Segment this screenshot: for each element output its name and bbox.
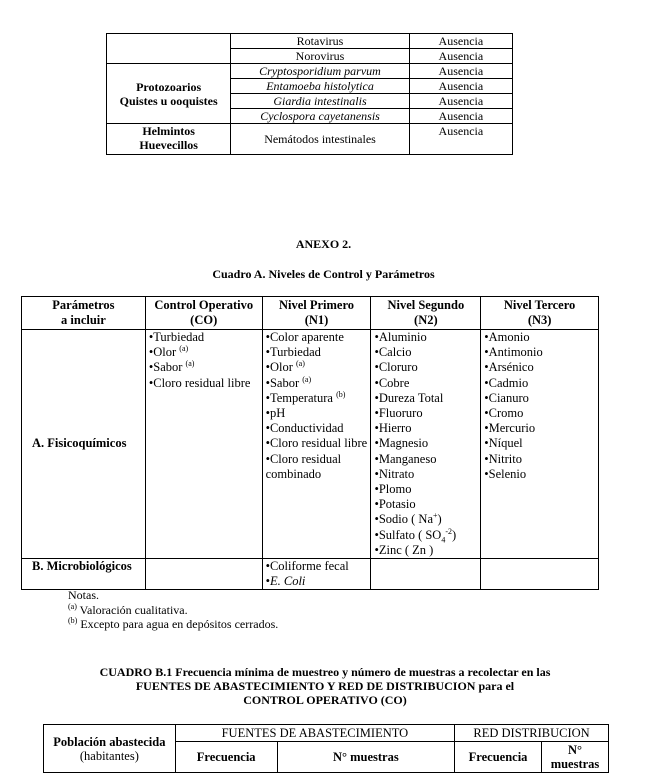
column-header: Nivel Primero (N1) [262,297,371,330]
table-cell [107,34,231,64]
table-row [22,330,599,559]
table-cell [481,559,599,590]
table-cell: Nemátodos intestinales [231,124,409,155]
n1-micro-cell: •Coliforme fecal •E. Coli [262,559,371,590]
table-cell: Giardia intestinalis [231,94,409,109]
group-label: Helmintos [142,124,195,138]
group-helmintos [107,124,231,155]
n1-cell: •Color aparente •Turbiedad •Olor $^{(a)}$ •Sabor $^{(a)}$ •Temperatura $^{(b)}$ •pH •Conductividad •Cloro residual libre •Cloro residual combinado [262,330,371,559]
table-header-row [44,725,609,742]
table-cell: Ausencia [409,124,512,155]
table-row [107,64,513,79]
table-cell: Ausencia [409,94,512,109]
group-sublabel: Huevecillos [139,138,198,152]
table-cell [371,559,481,590]
cuadro-b1-title: CUADRO B.1 Frecuencia mínima de muestreo y número de muestras a recolectar en las FUENTES DE ABASTECIMIENTO Y RED DE DISTRIBUCION para el CONTROL OPERATIVO (CO) [99,665,551,707]
control-levels-table [21,296,599,590]
table-row [22,559,599,590]
table-row [107,124,513,155]
table-cell: Cryptosporidium parvum [231,64,409,79]
row-label: B. Microbiológicos [22,559,146,590]
group-sublabel: Quistes u ooquistes [119,93,218,108]
table-cell: Norovirus [231,49,409,64]
note-b: $^{(b)}$ Excepto para agua en depósitos cerrados. [68,616,279,631]
cuadro-a-title: Cuadro A. Niveles de Control y Parámetros [212,267,435,281]
table-cell: Entamoeba histolytica [231,79,409,94]
group-protozoarios [107,64,231,124]
column-header: Nivel Tercero (N3) [481,297,599,330]
notes [68,588,278,632]
table-cell [145,559,262,590]
row-label: A. Fisicoquímicos [22,330,146,559]
table-cell: Ausencia [409,34,512,49]
table-cell: Cyclospora cayetanensis [231,109,409,124]
table-cell: Ausencia [409,64,512,79]
column-header: Población abastecida (habitantes) [44,725,176,773]
n3-cell: •Amonio •Antimonio •Arsénico •Cadmio •Cianuro •Cromo •Mercurio •Níquel •Nitrito •Selenio [481,330,599,559]
group-label: Protozoarios [136,79,202,94]
column-header: Control Operativo (CO) [145,297,262,330]
column-header: Frecuencia [455,742,542,773]
table-cell: Ausencia [409,109,512,124]
column-header: FUENTES DE ABASTECIMIENTO [175,725,454,742]
n2-cell: •Aluminio •Calcio •Cloruro •Cobre •Dureza Total •Fluoruro •Hierro •Magnesio •Manganeso •Nitrato •Plomo •Potasio •Sodio ( Na+) •Sulfato ( $SO_4^{-2}$) •Zinc ( Zn ) [371,330,481,559]
column-header: Frecuencia [175,742,277,773]
table-cell: Ausencia [409,79,512,94]
pathogen-table [106,33,513,155]
table-cell: Ausencia [409,49,512,64]
note-a: $^{(a)}$ Valoración cualitativa. [68,601,188,617]
notes-title: Notas. [68,588,99,602]
sampling-frequency-table [43,724,609,773]
column-header: Parámetros a incluir [22,297,146,330]
column-header: RED DISTRIBUCION [455,725,609,742]
co-cell: •Turbiedad •Olor $^{(a)}$ •Sabor $^{(a)}$ •Cloro residual libre [145,330,262,559]
table-header-row [22,297,599,330]
column-header: N° muestras [277,742,455,773]
table-row [107,34,513,49]
column-header: Nivel Segundo (N2) [371,297,481,330]
anexo-title: ANEXO 2. [295,237,352,251]
column-header: N° muestras [542,742,609,773]
table-cell: Rotavirus [231,34,409,49]
